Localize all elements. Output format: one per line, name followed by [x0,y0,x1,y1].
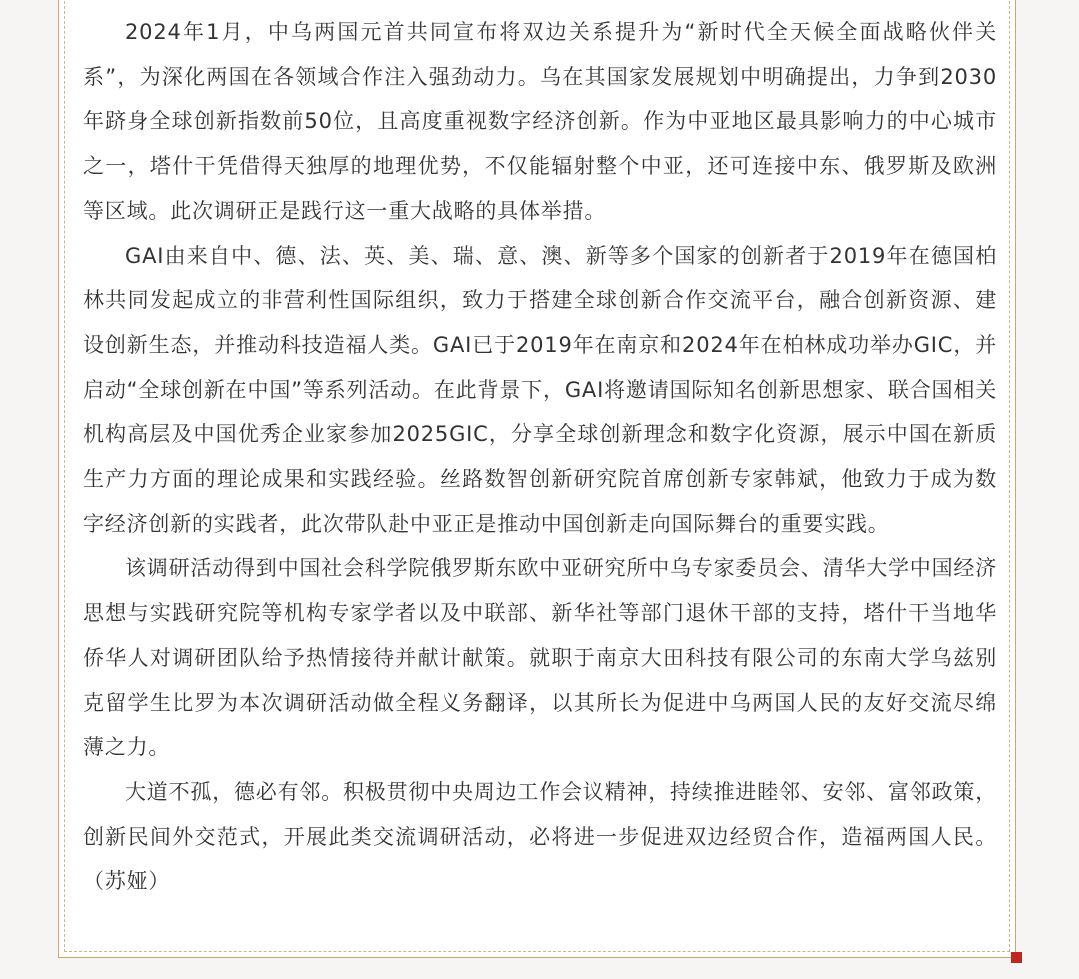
corner-decoration [1011,952,1022,963]
paragraph-1: 2024年1月，中乌两国元首共同宣布将双边关系提升为“新时代全天候全面战略伙伴关系”，为深化两国在各领域合作注入强劲动力。乌在其国家发展规划中明确提出，力争到2030年跻身全球创新指数前50位，且高度重视数字经济创新。作为中亚地区最具影响力的中心城市之一，塔什干凭借得天独厚的地理优势，不仅能辐射整个中亚，还可连接中东、俄罗斯及欧洲等区域。此次调研正是践行这一重大战略的具体举措。 [83,20,997,223]
paragraph-2: GAI由来自中、德、法、英、美、瑞、意、澳、新等多个国家的创新者于2019年在德国柏林共同发起成立的非营利性国际组织，致力于搭建全球创新合作交流平台，融合创新资源、建设创新生态，并推动科技造福人类。GAI已于2019年在南京和2024年在柏林成功举办GIC，并启动“全球创新在中国”等系列活动。在此背景下，GAI将邀请国际知名创新思想家、联合国相关机构高层及中国优秀企业家参加2025GIC，分享全球创新理念和数字化资源，展示中国在新质生产力方面的理论成果和实践经验。丝路数智创新研究院首席创新专家韩斌，他致力于成为数字经济创新的实践者，此次带队赴中亚正是推动中国创新走向国际舞台的重要实践。 [83,243,997,536]
paragraph-4: 大道不孤，德必有邻。积极贯彻中央周边工作会议精神，持续推进睦邻、安邻、富邻政策，创新民间外交范式，开展此类交流调研活动，必将进一步促进双边经贸合作，造福两国人民。（苏娅） [83,779,997,894]
paragraph-3: 该调研活动得到中国社会科学院俄罗斯东欧中亚研究所中乌专家委员会、清华大学中国经济思想与实践研究院等机构专家学者以及中联部、新华社等部门退休干部的支持，塔什干当地华侨华人对调研团队给予热情接待并献计献策。就职于南京大田科技有限公司的东南大学乌兹别克留学生比罗为本次调研活动做全程义务翻译，以其所长为促进中乌两国人民的友好交流尽绵薄之力。 [83,556,997,760]
article-body [83,10,997,904]
